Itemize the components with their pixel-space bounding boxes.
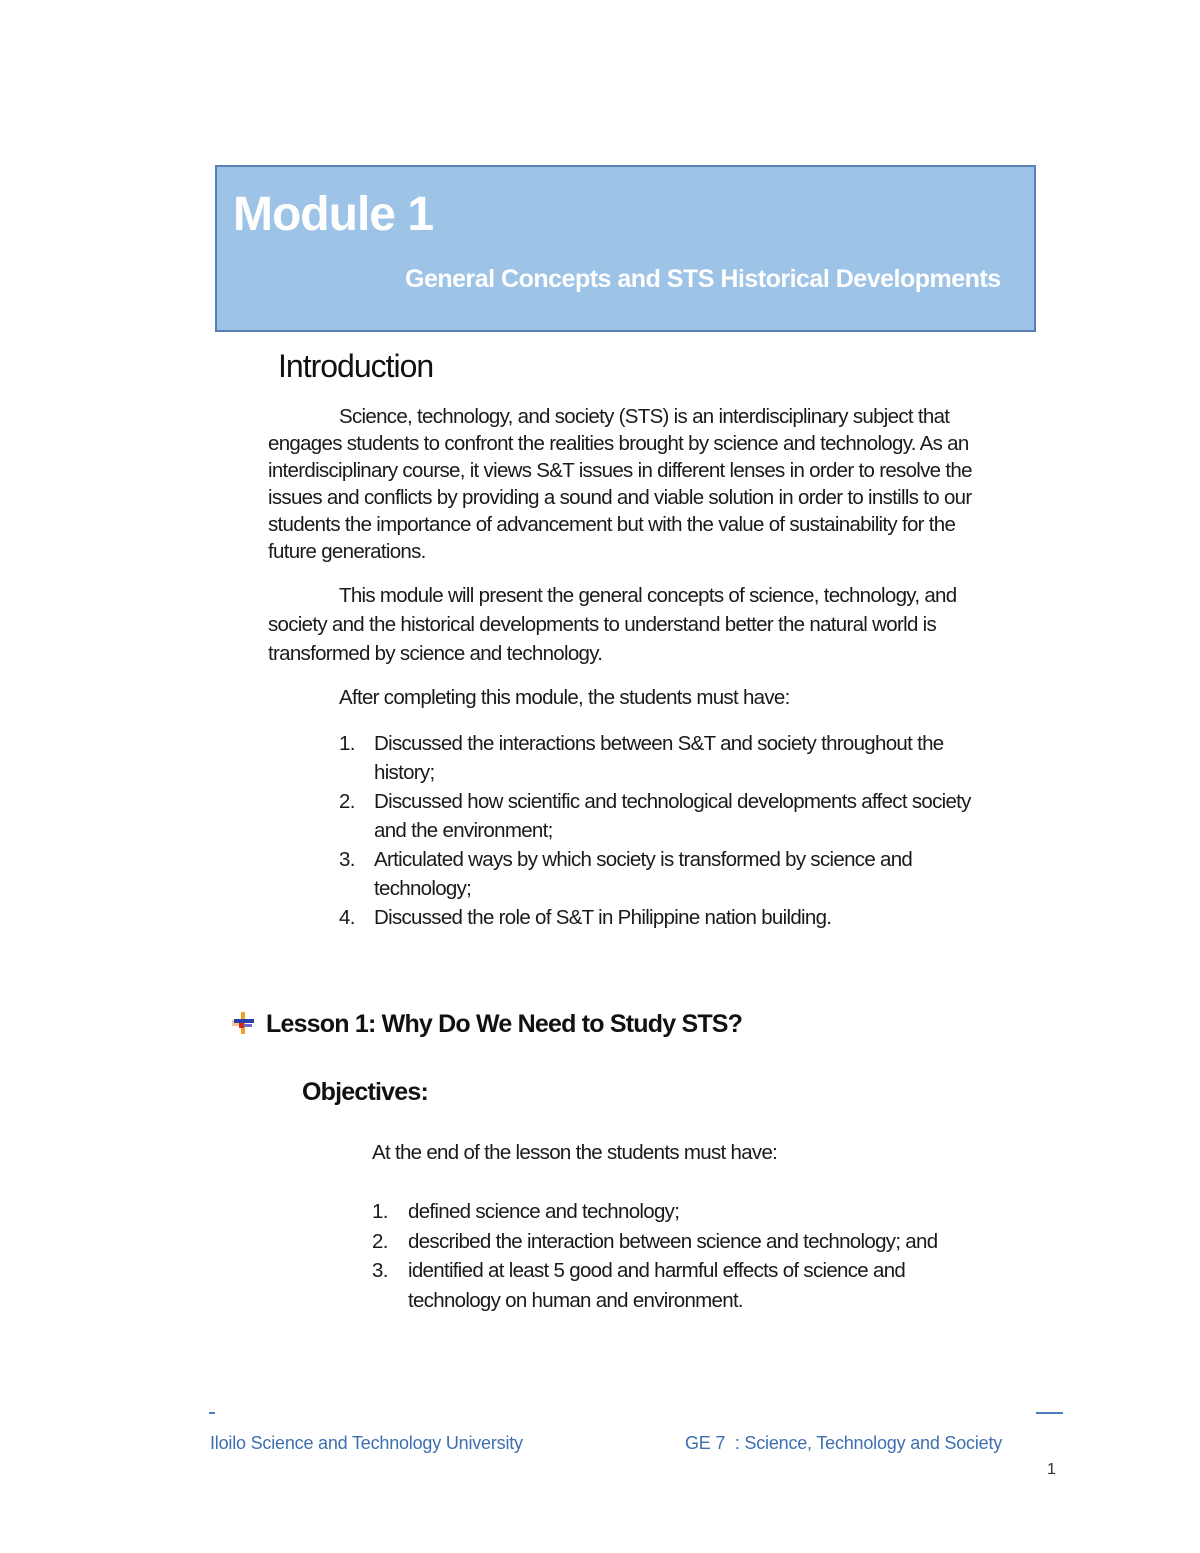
learning-outcomes-list: [339, 729, 999, 932]
footer-divider-left: [209, 1412, 215, 1414]
list-item: [339, 787, 999, 845]
list-item-text: Discussed the interactions between S&T and society throughout the history;: [374, 732, 944, 784]
list-number: 2.: [339, 790, 355, 813]
list-item: [339, 845, 999, 903]
objectives-list: [372, 1197, 992, 1315]
list-number: 2.: [372, 1229, 388, 1253]
module-title: Module 1: [233, 188, 434, 241]
list-item: [372, 1197, 992, 1227]
list-number: 3.: [339, 848, 355, 871]
objectives-heading: Objectives:: [302, 1078, 428, 1106]
list-item-text: Discussed how scientific and technological developments affect society and the environment;: [374, 790, 971, 842]
footer-divider-right: [1036, 1412, 1063, 1414]
footer-university-name: Iloilo Science and Technology University: [210, 1433, 523, 1453]
list-item-text: defined science and technology;: [408, 1200, 680, 1223]
lesson-title: Lesson 1: Why Do We Need to Study STS?: [266, 1010, 743, 1038]
list-item-text: Discussed the role of S&T in Philippine nation building.: [374, 906, 832, 929]
introduction-heading: Introduction: [278, 348, 434, 384]
list-number: 3.: [372, 1259, 388, 1282]
module-subtitle: General Concepts and STS Historical Developments: [405, 265, 1001, 293]
page-number: 1: [1047, 1461, 1056, 1478]
list-number: 4.: [339, 906, 355, 929]
list-number: 1.: [372, 1200, 388, 1223]
learning-outcomes-intro: After completing this module, the students must have:: [339, 686, 790, 709]
list-item-text: identified at least 5 good and harmful effects of science and technology on human and environment.: [408, 1259, 906, 1312]
list-item: [339, 729, 999, 787]
list-item: [372, 1256, 992, 1315]
introduction-paragraph-1: Science, technology, and society (STS) is an interdisciplinary subject that engages students to confront the realities brought by science and technology. As an interdisciplinary course, it views S&T issues in different lenses in order to resolve the issues and conflicts by providing a sound and viable solution in order to instills to our students the importance of advancement but with the value of sustainability for the future generations.: [268, 405, 972, 563]
list-item-text: described the interaction between science and technology; and: [408, 1229, 938, 1253]
list-item-text: Articulated ways by which society is transformed by science and technology;: [374, 848, 913, 900]
pushpin-icon: [230, 1010, 256, 1036]
list-item: [372, 1227, 992, 1257]
introduction-paragraph-2: This module will present the general concepts of science, technology, and society and the historical developments to understand better the natural world is transformed by science and technology.: [268, 584, 957, 665]
footer-course-title: GE 7 : Science, Technology and Society: [685, 1433, 1003, 1453]
list-number: 1.: [339, 732, 355, 755]
objectives-intro: At the end of the lesson the students must have:: [372, 1141, 778, 1164]
module-header-box: [215, 165, 1036, 332]
list-item: [339, 903, 999, 932]
